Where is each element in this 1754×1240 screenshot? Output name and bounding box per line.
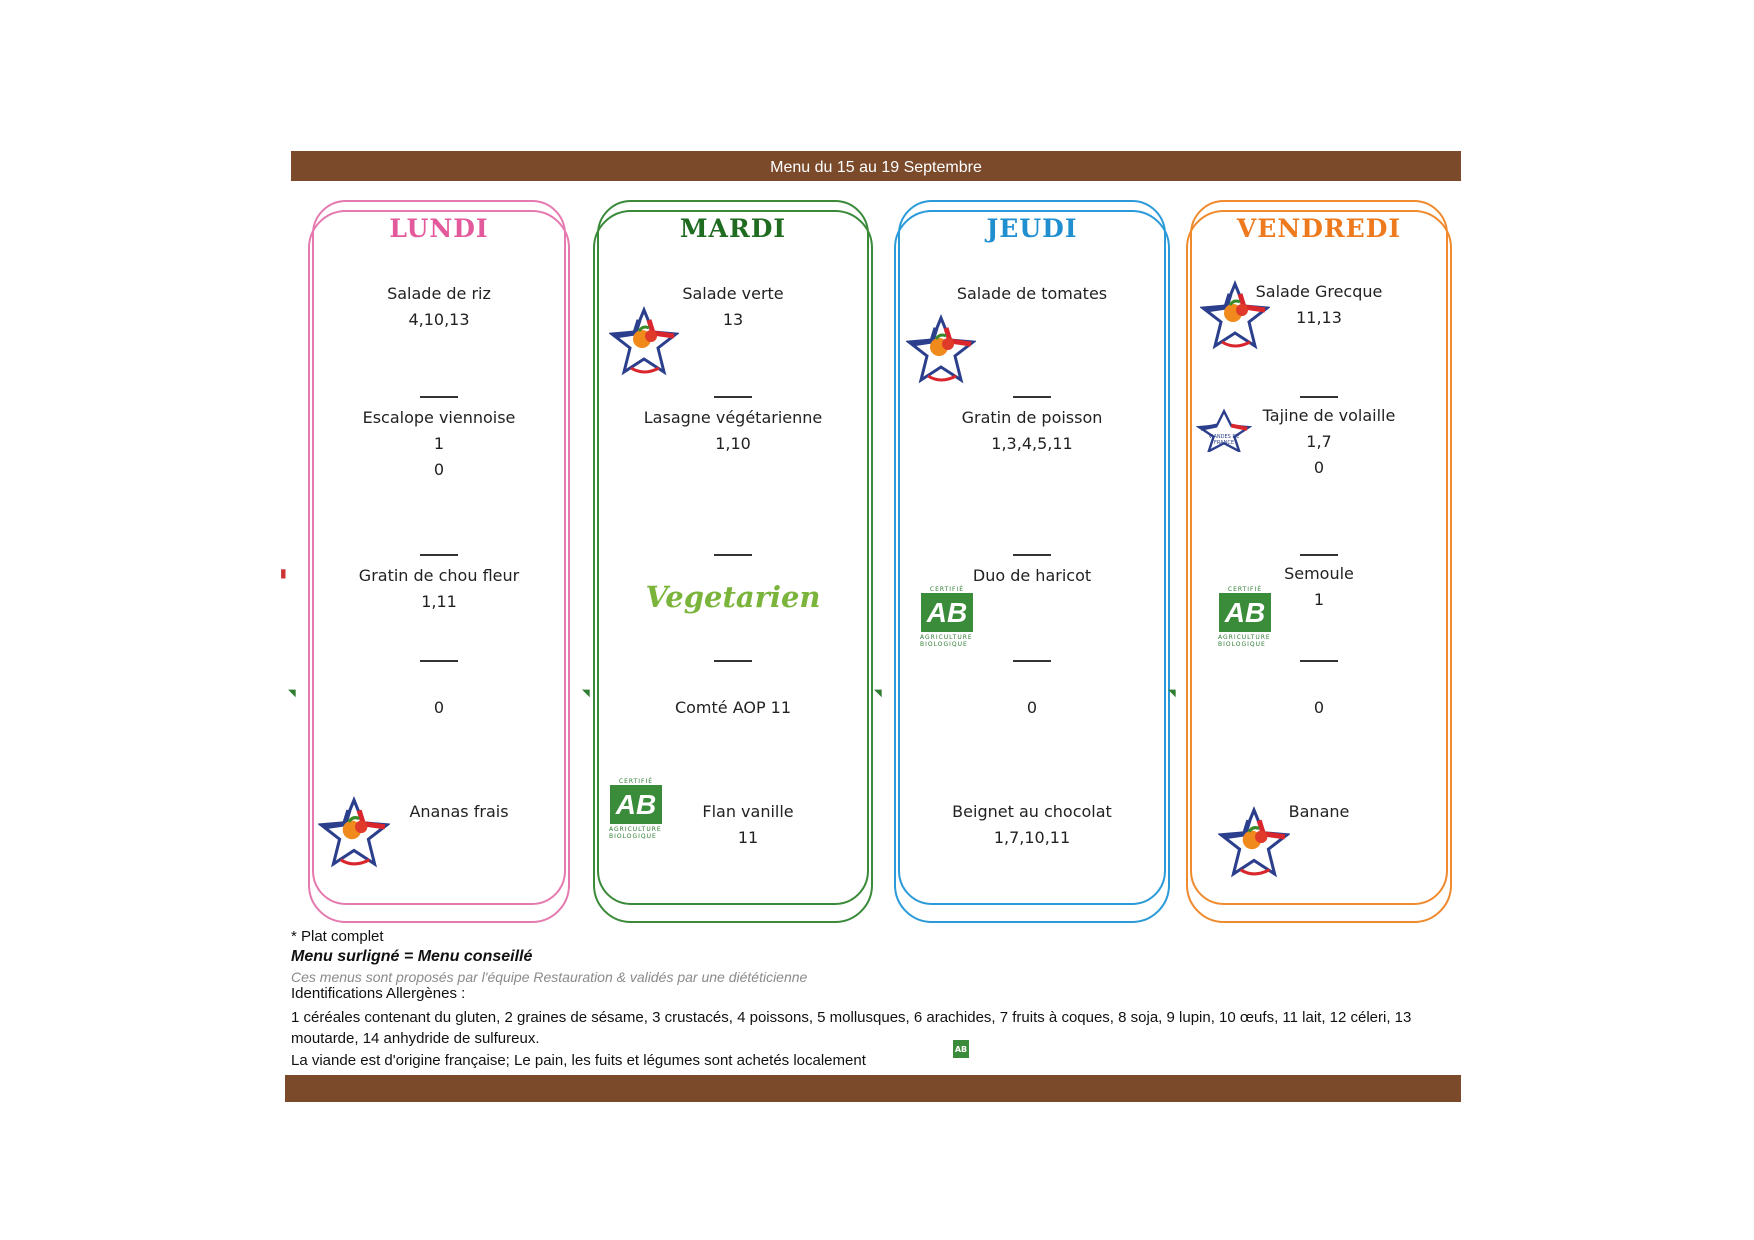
tick-mark: ◥ [288, 688, 296, 699]
separator [1013, 554, 1051, 556]
agriculture-biologique-icon: CERTIFIÉ AB AGRICULTURE BIOLOGIQUE [1218, 586, 1271, 648]
main-extra: 0 [1313, 458, 1325, 477]
separator [420, 396, 458, 398]
starter-allergens: 13 [722, 310, 744, 329]
starter: Salade de riz [387, 284, 491, 303]
separator [1300, 660, 1338, 662]
separator [1300, 554, 1338, 556]
allergen-list: 1 céréales contenant du gluten, 2 graines de sésame, 3 crustacés, 4 poissons, 5 mollusques, 6 arachides, 7 fruits à coques, 8 soja, 9 lupin, 10 œufs, 11 lait, 12 céleri, 13 moutarde, 14 anhydride de sulfureux. [291, 1009, 1412, 1047]
starter: Salade verte [682, 284, 784, 303]
dairy: Comté AOP 11 [674, 698, 792, 717]
side-dish: Gratin de chou fleur [358, 566, 520, 585]
main-extra: 0 [433, 460, 445, 479]
separator [1013, 660, 1051, 662]
tick-mark: ◥ [1168, 688, 1176, 699]
fruits-legumes-de-france-icon [906, 314, 976, 384]
tick-mark: ◥ [582, 688, 590, 699]
plat-complet-note: * Plat complet [291, 928, 384, 945]
day-card-jeudi [898, 200, 1166, 905]
day-name: MARDI [679, 214, 787, 243]
main-allergens: 1,3,4,5,11 [991, 434, 1073, 453]
starter: Salade de tomates [956, 284, 1108, 303]
dessert: Banane [1288, 802, 1350, 821]
menu-conseille-note: Menu surligné = Menu conseillé [291, 948, 533, 965]
viandes-de-france-icon: VIANDES DE FRANCE [1196, 408, 1252, 452]
day-card-mardi [597, 200, 869, 905]
menu-title: Menu du 15 au 19 Septembre [770, 159, 982, 176]
main-allergens: 1,10 [715, 434, 751, 453]
day-card-lundi [312, 200, 566, 905]
main-dish: Escalope viennoise [362, 408, 516, 427]
fruits-legumes-de-france-icon [609, 306, 679, 376]
day-name: JEUDI [986, 214, 1078, 243]
separator [1013, 396, 1051, 398]
vegetarien-logo: Vegetarien [645, 580, 821, 614]
fruits-legumes-de-france-icon [318, 796, 390, 868]
separator [1300, 396, 1338, 398]
agriculture-biologique-icon: CERTIFIÉ AB AGRICULTURE BIOLOGIQUE [609, 778, 662, 840]
separator [714, 660, 752, 662]
allergen-title: Identifications Allergènes : [291, 985, 466, 1002]
dairy: 0 [1026, 698, 1038, 717]
separator [714, 396, 752, 398]
day-name: LUNDI [389, 214, 489, 243]
day-card-vendredi [1190, 200, 1448, 905]
agriculture-biologique-icon: CERTIFIÉ AB AGRICULTURE BIOLOGIQUE [920, 586, 973, 648]
dairy: 0 [1313, 698, 1325, 717]
origin-note: La viande est d'origine française; Le pain, les fuits et légumes sont achetés localement [291, 1052, 866, 1069]
starter-allergens: 4,10,13 [408, 310, 470, 329]
fruits-legumes-de-france-icon [1200, 280, 1270, 350]
fruits-legumes-de-france-icon [1218, 802, 1290, 882]
agriculture-biologique-small-icon: AB [953, 1040, 969, 1058]
main-allergens: 1 [433, 434, 445, 453]
dessert: Ananas frais [409, 802, 509, 821]
dessert: Flan vanille [702, 802, 794, 821]
main-dish: Tajine de volaille [1262, 406, 1396, 425]
side-allergens: 1,11 [421, 592, 457, 611]
side-dish: Duo de haricot [972, 566, 1092, 585]
separator [420, 554, 458, 556]
tick-mark: ◥ [874, 688, 882, 699]
dessert: Beignet au chocolat [952, 802, 1112, 821]
main-dish: Gratin de poisson [961, 408, 1103, 427]
main-dish: Lasagne végétarienne [643, 408, 823, 427]
dessert-allergens: 1,7,10,11 [993, 828, 1071, 847]
starter: Salade Grecque [1255, 282, 1383, 301]
side-dish: Semoule [1284, 564, 1354, 583]
dairy: 0 [433, 698, 445, 717]
dietitian-note: Ces menus sont proposés par l'équipe Restauration & validés par une diététicienne [291, 969, 808, 985]
side-allergens: 1 [1313, 590, 1325, 609]
main-allergens: 1,7 [1306, 432, 1332, 451]
dessert-allergens: 11 [737, 828, 759, 847]
separator [420, 660, 458, 662]
footer-bar [285, 1075, 1461, 1102]
separator [714, 554, 752, 556]
margin-mark: ▮ [280, 566, 287, 580]
day-name: VENDREDI [1236, 214, 1402, 243]
starter-allergens: 11,13 [1296, 308, 1342, 327]
